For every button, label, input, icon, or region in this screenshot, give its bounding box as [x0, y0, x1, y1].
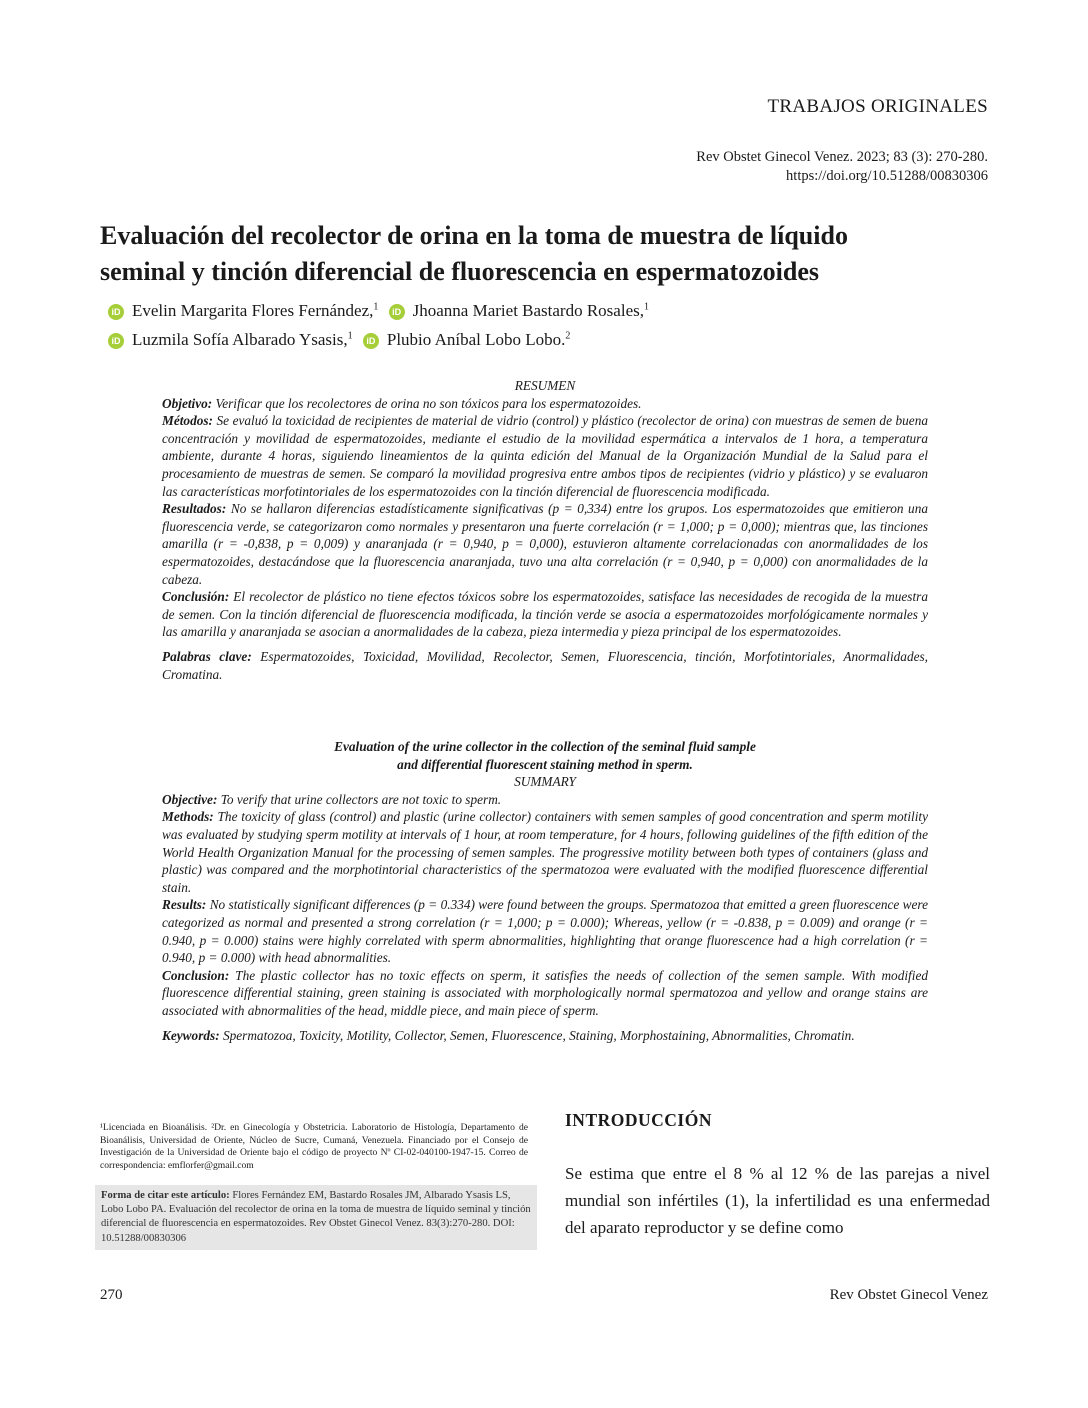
section-label: TRABAJOS ORIGINALES — [767, 96, 988, 117]
author-name: Plubio Aníbal Lobo Lobo.$^2$ — [386, 329, 571, 349]
resumen-heading: RESUMEN — [514, 378, 576, 393]
summary-block — [162, 738, 928, 1044]
citation-box-text: Flores Fernández EM, Bastardo Rosales JM, Albarado Ysasis LS, Lobo Lobo PA. Evaluación del recolector de orina en la toma de muestra de líquido seminal y tinción diferencial de fluorescencia en espermatozoides. Rev Obstet Ginecol Venez. 83(3):270-280. DOI: 10.51288/00830306 — [101, 1190, 531, 1244]
title-line-2: seminal y tinción diferencial de fluorescencia en espermatozoides — [100, 257, 819, 286]
resumen-metodos: Métodos: Se evaluó la toxicidad de recipientes de material de vidrio (control) y plástico (recolector de orina) con muestras de semen de buena concentración y movilidad de espermatozoides, mediante el estudio de la movilidad espermática a intervalos de 1 hora, a temperatura ambiente, durante 4 horas, siguiendo lineamientos de la quinta edición del Manual de la Organización Mundial de la Salud para el procesamiento de muestras de semen. Se comparó la movilidad progresiva entre ambos tipos de recipientes (vidrio y plástico) y se evaluaron las características morfotintoriales de los espermatozoides con la tinción diferencial de fluorescencia modificada. — [162, 413, 929, 499]
summary-keywords: Keywords: Spermatozoa, Toxicity, Motility, Collector, Semen, Fluorescence, Staining, Morphostaining, Abnormalities, Chromatin. — [162, 1027, 855, 1043]
authors-line-1 — [108, 296, 655, 322]
affiliation-footnote: ¹Licenciada en Bioanálisis. ²Dr. en Ginecología y Obstetricia. Laboratorio de Histología, Departamento de Bioanálisis, Universidad de Oriente, Núcleo de Sucre, Cumaná, Venezuela. Financiado por el Consejo de Investigación de la Universidad de Oriente bajo el código de proyecto Nº CI-02-040100-1947-15. Correo de correspondencia: emflorfer@gmail.com — [100, 1122, 528, 1171]
journal-citation — [696, 148, 988, 186]
introduction-text: Se estima que entre el 8 % al 12 % de las parejas a nivel mundial son infértiles (1), la infertilidad es una enfermedad del aparato reproductor y se define como — [565, 1164, 990, 1237]
resumen-block — [162, 377, 928, 683]
resumen-resultados: Resultados: No se hallaron diferencias estadísticamente significativas (p = 0,334) entre los grupos. Los espermatozoides que emitieron una fluorescencia verde, se categorizaron como normales y presentaron una fuerte correlación (r = 1,000; p = 0,000); mientras que, las tinciones amarilla (r = -0,838, p = 0,009) y anaranjada (r = 0,940, p = 0,000), estuvieron altamente correlacionadas con anormalidades de los espermatozoides, destacándose que la fluorescencia anaranjada, tuvo una alta correlación (r = 0,940, p = 0,000) con anormalidades de la cabeza. — [162, 501, 928, 587]
resumen-conclusion: Conclusión: El recolector de plástico no tiene efectos tóxicos sobre los espermatozoides, satisface las necesidades de recogida de la muestra de semen. Con la tinción diferencial de fluorescencia modificada, la tinción verde se asocia a espermatozoides morfológicamente normales y las amarilla y anaranjada se asocian a anormalidades de la cabeza, pieza intermedia y pieza principal de los espermatozoides. — [162, 589, 928, 640]
introduction-heading: INTRODUCCIÓN — [565, 1110, 712, 1130]
summary-results: Results: No statistically significant differences (p = 0.334) were found between the groups. Spermatozoa that emitted a green fluorescence were categorized as normal and presented a strong correlation (r = 1,000; p = 0.000); Whereas, yellow (r = -0.838, p = 0.009) and orange (r = 0.940, p = 0.000) stains were highly correlated with sperm abnormalities, highlighting that orange fluorescence had a high correlation (r = 0.940, p = 0.000) with head abnormalities. — [162, 897, 928, 966]
authors-line-2 — [108, 325, 576, 351]
citation-box — [95, 1185, 537, 1250]
summary-heading: SUMMARY — [514, 774, 576, 790]
orcid-icon[interactable]: iD — [389, 304, 405, 320]
author-name: Evelin Margarita Flores Fernández,$^1$ — [132, 300, 379, 320]
title-line-1: Evaluación del recolector de orina en la toma de muestra de líquido — [100, 221, 848, 250]
doi-link[interactable]: https://doi.org/10.51288/00830306 — [786, 168, 988, 184]
author-name: Jhoanna Mariet Bastardo Rosales,$^1$ — [412, 300, 649, 320]
english-title: Evaluation of the urine collector in the collection of the seminal fluid sample and differential fluorescent staining method in sperm. — [334, 739, 756, 772]
author-name: Luzmila Sofía Albarado Ysasis,$^1$ — [132, 329, 353, 349]
orcid-icon[interactable]: iD — [108, 333, 124, 349]
article-title — [100, 218, 990, 290]
resumen-palabras-clave: Palabras clave: Espermatozoides, Toxicidad, Movilidad, Recolector, Semen, Fluorescencia, tinción, Morfotintoriales, Anormalidades, Cromatina. — [162, 648, 928, 682]
summary-methods: Methods: The toxicity of glass (control) and plastic (urine collector) containers with semen samples of good concentration and sperm motility was evaluated by studying sperm motility at intervals of 1 hour, at room temperature, for 4 hours, following guidelines of the fifth edition of the World Health Organization Manual for the processing of semen samples. The progressive motility between both types of containers (glass and plastic) was compared and the morphotintorial characteristics of the spermatozoa were evaluated with the modified fluorescence differential stain. — [162, 809, 929, 895]
orcid-icon[interactable]: iD — [363, 333, 379, 349]
orcid-icon[interactable]: iD — [108, 304, 124, 320]
citation-box-label: Forma de citar este artículo: — [101, 1190, 230, 1201]
summary-conclusion: Conclusion: The plastic collector has no toxic effects on sperm, it satisfies the needs of collection of the semen sample. With modified fluorescence differential staining, green staining is associated with morphologically normal spermatozoa and yellow and orange stains are associated with abnormalities of the head, middle piece, and main piece of sperm. — [162, 967, 928, 1018]
citation-volume: Rev Obstet Ginecol Venez. 2023; 83 (3): 270-280. — [696, 149, 988, 165]
footer-journal: Rev Obstet Ginecol Venez — [829, 1287, 988, 1303]
resumen-objetivo: Objetivo: Verificar que los recolectores de orina no son tóxicos para los espermatozoides. — [162, 395, 642, 411]
summary-objective: Objective: To verify that urine collectors are not toxic to sperm. — [162, 791, 502, 807]
page-number: 270 — [100, 1287, 123, 1303]
